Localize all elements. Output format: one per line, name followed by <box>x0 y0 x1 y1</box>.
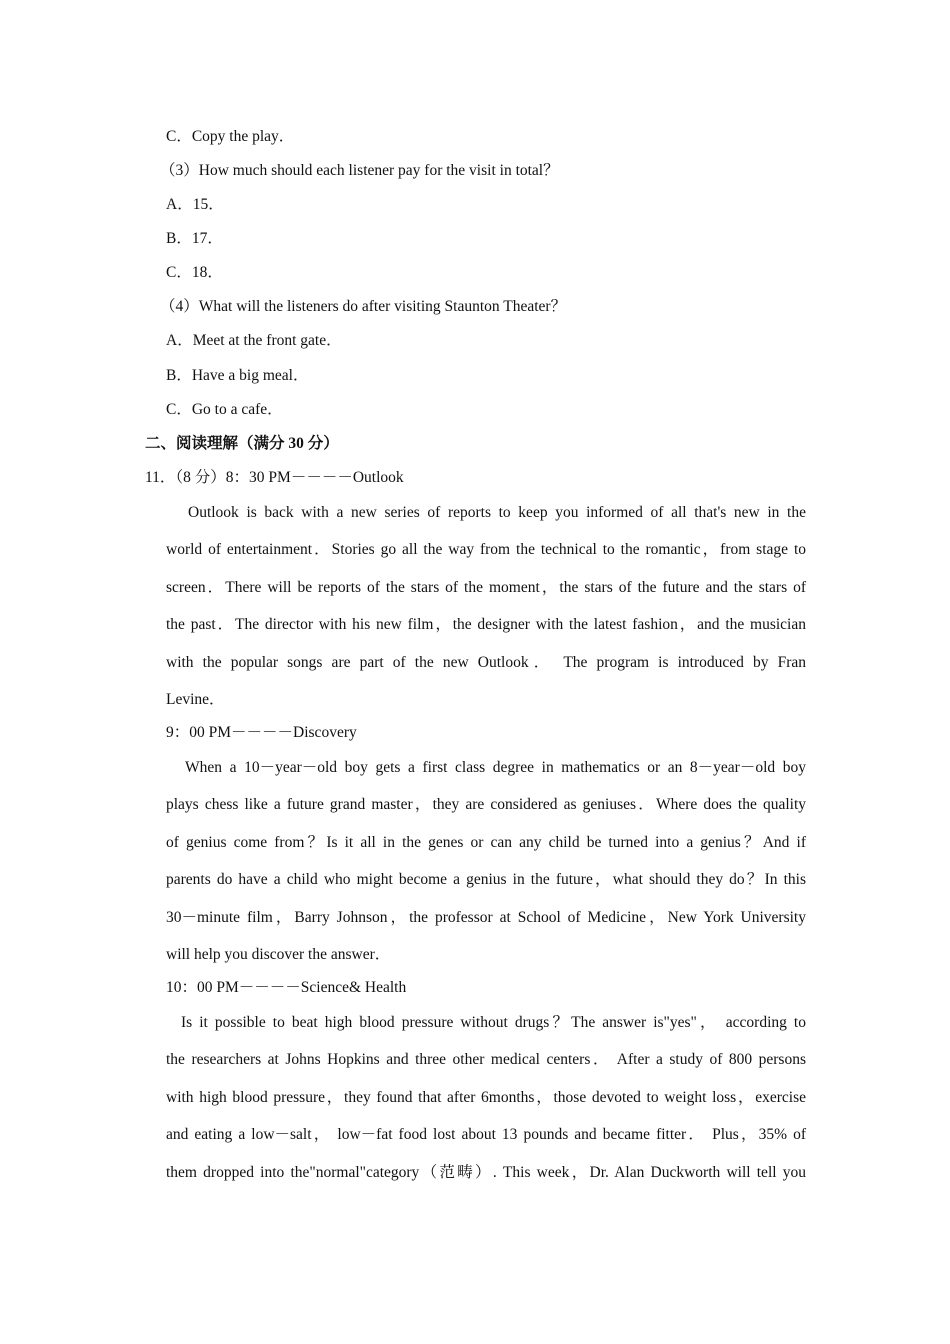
outlook-line: Levine． <box>166 691 225 709</box>
q3-option-b: B．17． <box>166 230 223 247</box>
discovery-line: 30－minute film，Barry Johnson，the professor at School of Medicine，New York University <box>166 908 806 926</box>
outlook-line: the past．The director with his new film，the designer with the latest fashion，and the musician <box>166 616 806 634</box>
science-paragraph <box>166 1004 806 1191</box>
science-line: them dropped into the"normal"category（范畴）. This week，Dr. Alan Duckworth will tell you <box>166 1163 806 1181</box>
outlook-paragraph <box>166 494 806 718</box>
q3-question: （3）How much should each listener pay for the visit in total？ <box>160 162 559 179</box>
section-title: 二、阅读理解（满分 30 分） <box>145 435 339 452</box>
q4-option-b: B．Have a big meal． <box>166 367 309 384</box>
outlook-line: with the popular songs are part of the new Outlook． The program is introduced by Fran <box>166 653 806 671</box>
q4-option-c: C．Go to a cafe． <box>166 401 283 418</box>
science-line: Is it possible to beat high blood pressure without drugs？The answer is"yes"， according to <box>181 1014 806 1031</box>
science-line: and eating a low－salt， low－fat food lost about 13 pounds and became fitter． Plus，35% of <box>166 1126 806 1144</box>
item-11-header: 11．（8 分）8：30 PM－－－－Outlook <box>145 469 404 486</box>
discovery-line: of genius come from？Is it all in the genes or can any child be turned into a genius？And if <box>166 833 806 851</box>
q2-option-c: C．Copy the play． <box>166 128 295 145</box>
discovery-line: parents do have a child who might become a genius in the future，what should they do？In this <box>166 871 806 889</box>
discovery-line: will help you discover the answer． <box>166 946 391 964</box>
science-line: with high blood pressure，they found that after 6months，those devoted to weight loss，exercise <box>166 1088 806 1106</box>
outlook-line: world of entertainment．Stories go all the way from the technical to the romantic，from stage to <box>166 541 806 559</box>
science-line: the researchers at Johns Hopkins and three other medical centers． After a study of 800 persons <box>166 1051 806 1069</box>
q4-option-a: A．Meet at the front gate． <box>166 332 342 349</box>
q3-option-a: A．15． <box>166 196 224 213</box>
science-header: 10：00 PM－－－－Science& Health <box>166 979 407 996</box>
q4-question: （4）What will the listeners do after visiting Staunton Theater？ <box>160 298 567 315</box>
q3-option-c: C．18． <box>166 264 223 281</box>
outlook-line: Outlook is back with a new series of reports to keep you informed of all that's new in the <box>188 504 806 521</box>
discovery-header: 9：00 PM－－－－Discovery <box>166 724 357 741</box>
outlook-line: screen．There will be reports of the stars of the moment，the stars of the future and the stars of <box>166 578 806 596</box>
discovery-line: plays chess like a future grand master，they are considered as geniuses．Where does the quality <box>166 796 806 814</box>
discovery-paragraph <box>166 749 806 973</box>
discovery-line: When a 10－year－old boy gets a first class degree in mathematics or an 8－year－old boy <box>185 759 806 776</box>
